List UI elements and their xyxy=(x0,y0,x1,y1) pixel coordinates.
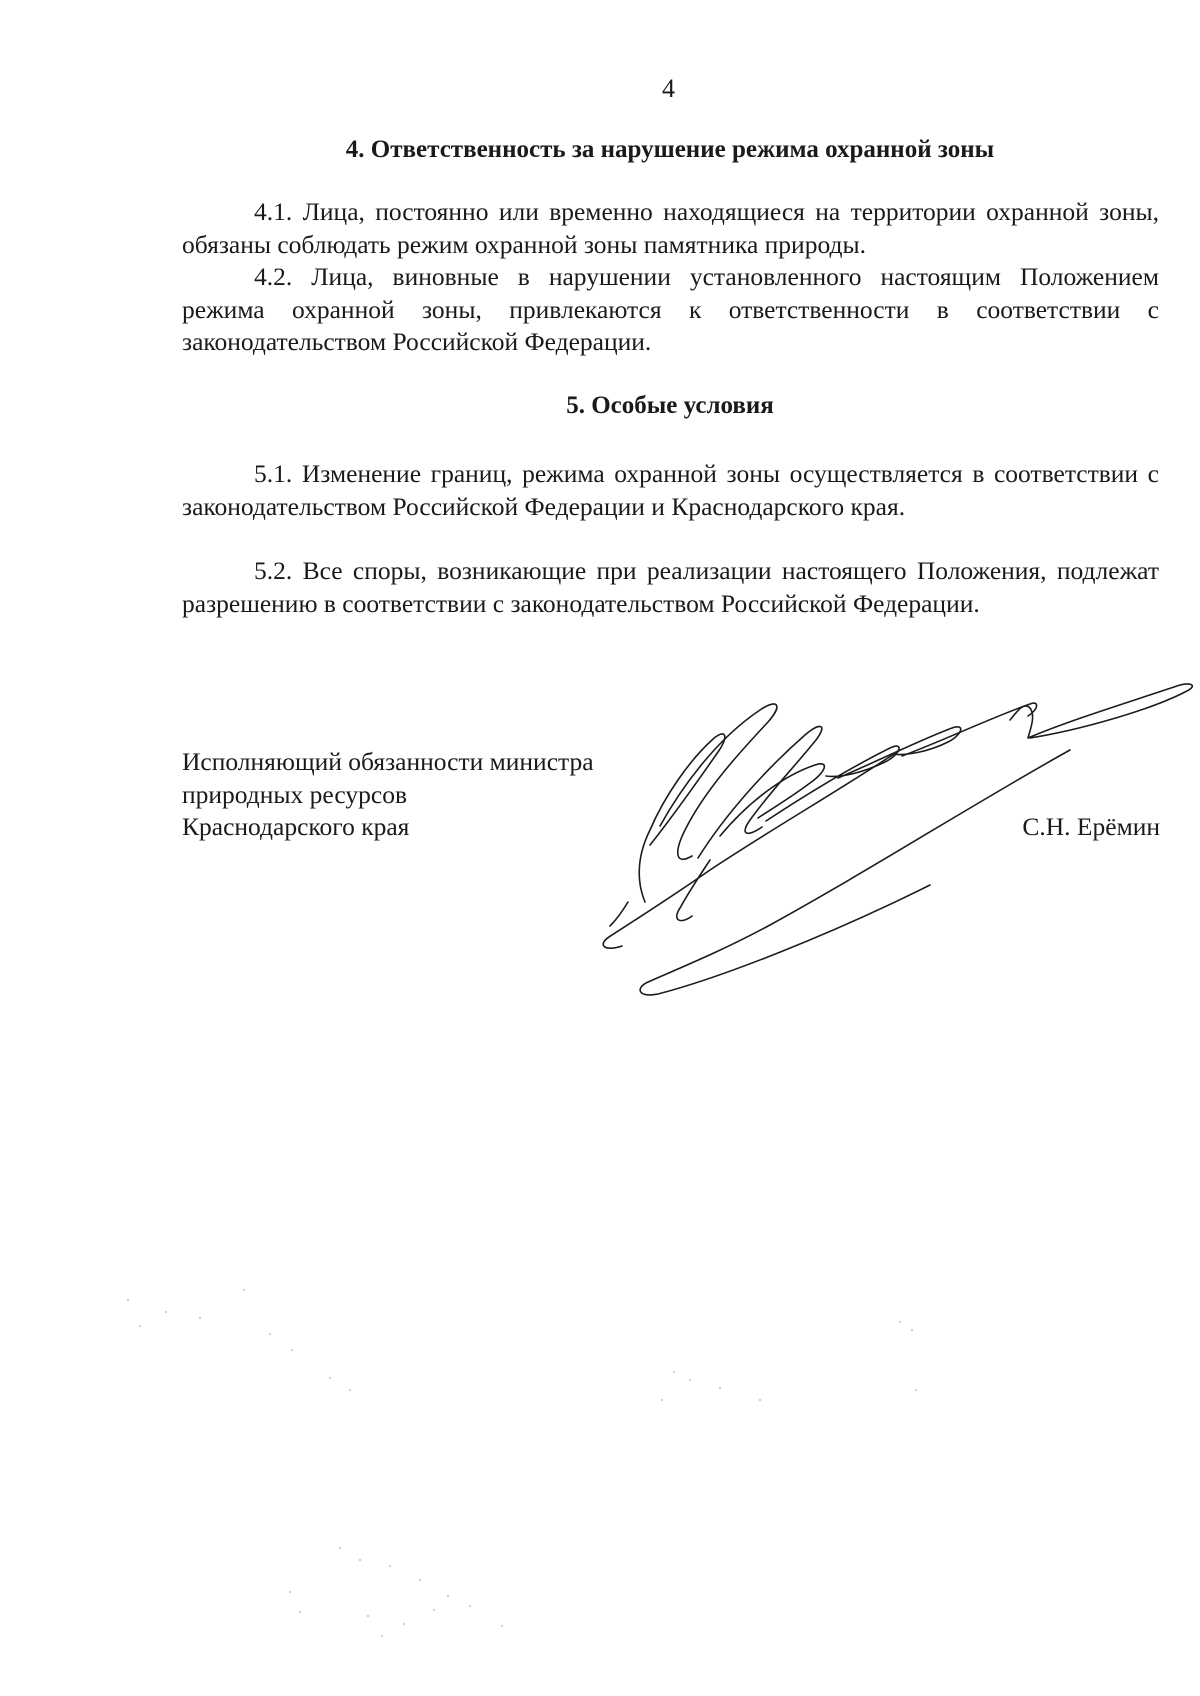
section-5-title: 5. Особые условия xyxy=(566,392,774,419)
signer-name: С.Н. Ерёмин xyxy=(1022,812,1160,841)
signer-position xyxy=(182,746,594,844)
paragraph-5-2: 5.2. Все споры, возникающие при реализации настоящего Положения, подлежат разрешению в соответствии с законодательством Российской Федерации. xyxy=(182,556,1159,618)
signer-position-line: Исполняющий обязанности министра xyxy=(182,747,594,776)
paragraph-4-2: 4.2. Лица, виновные в нарушении установленного настоящим Положением режима охранной зоны, привлекаются к ответственности в соответствии с законодательством Российской Федерации. xyxy=(182,262,1159,356)
signer-position-line: Краснодарского края xyxy=(182,812,410,841)
paragraph-4-1: 4.1. Лица, постоянно или временно находящиеся на территории охранной зоны, обязаны соблюдать режим охранной зоны памятника природы. xyxy=(182,197,1159,259)
paragraph-5-1: 5.1. Изменение границ, режима охранной зоны осуществляется в соответствии с законодательством Российской Федерации и Краснодарского края. xyxy=(182,459,1159,521)
handwritten-signature xyxy=(600,680,1200,1010)
signer-position-line: природных ресурсов xyxy=(182,779,407,809)
section-4-title: 4. Ответственность за нарушение режима охранной зоны xyxy=(345,136,995,163)
page-number: 4 xyxy=(662,74,675,103)
